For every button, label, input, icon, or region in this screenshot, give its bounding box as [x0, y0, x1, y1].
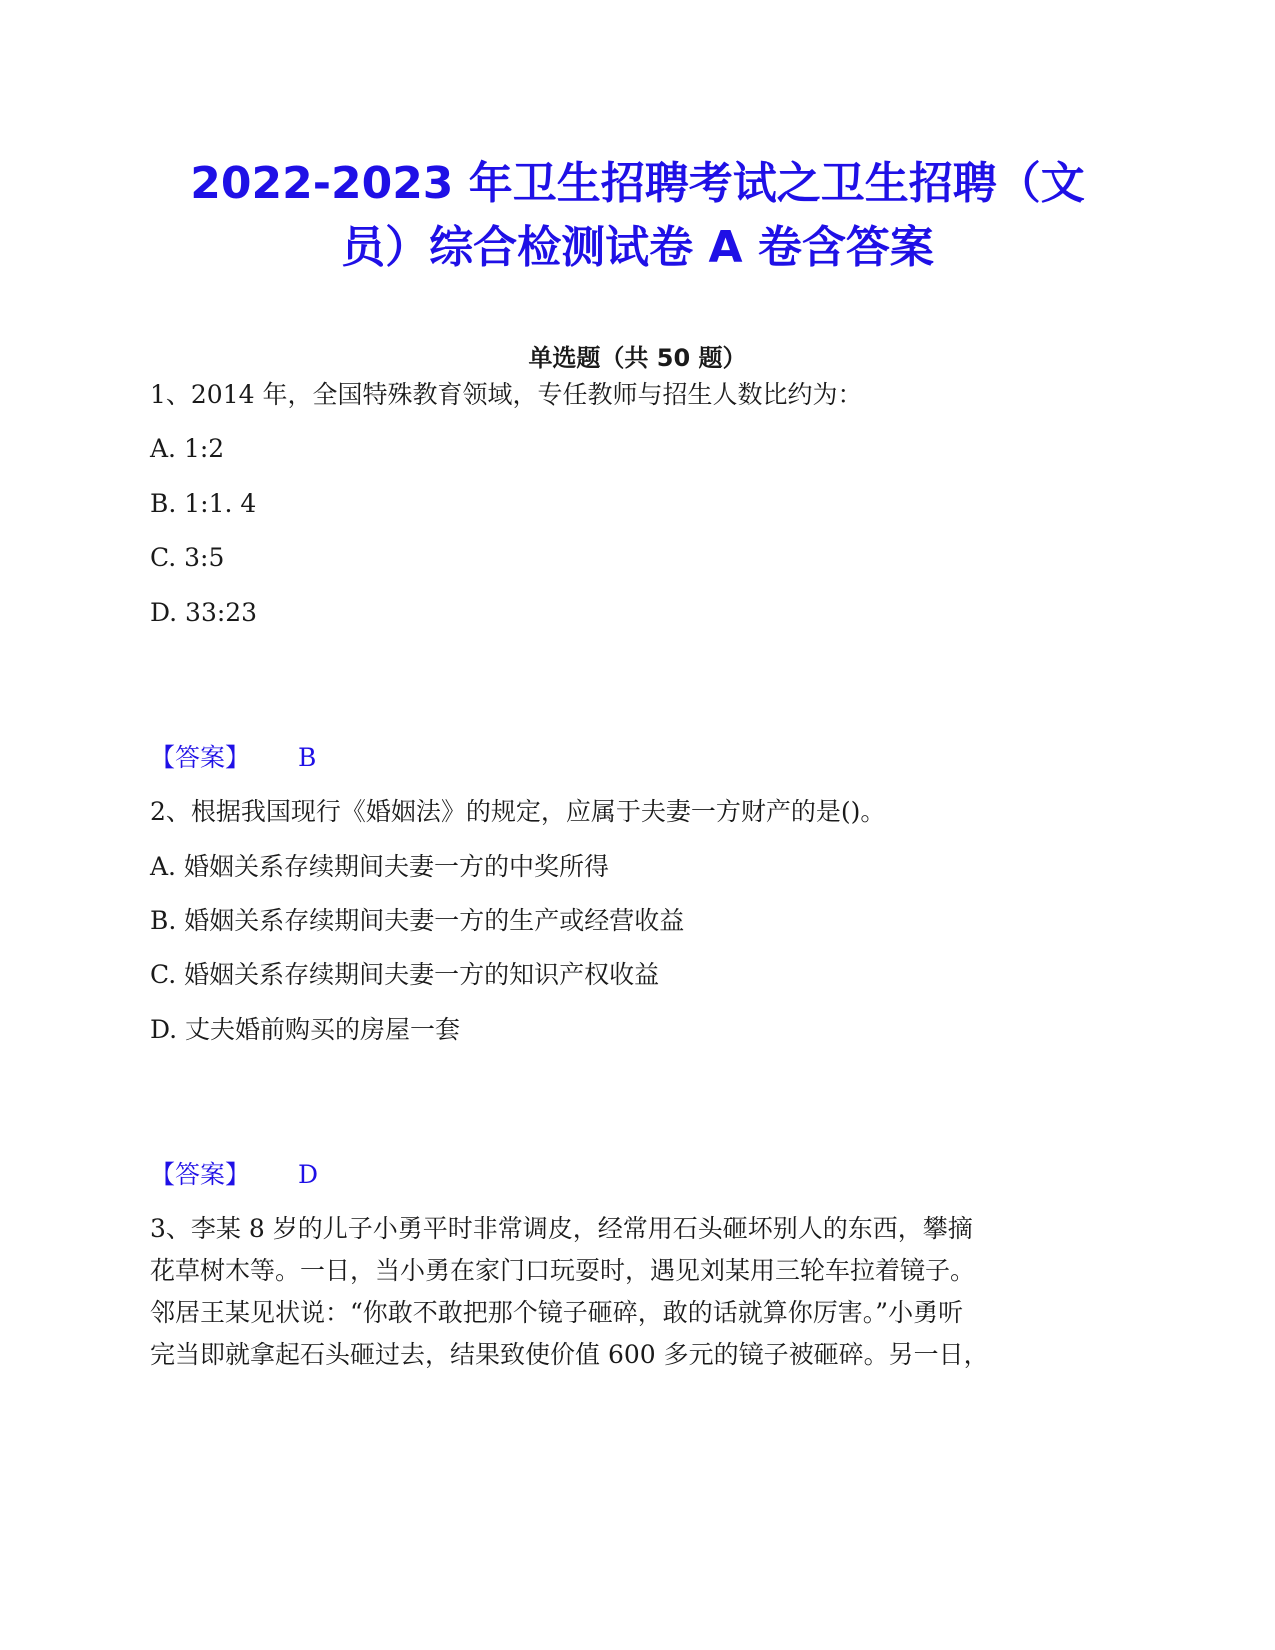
section-heading: 单选题（共 50 题）: [528, 344, 747, 372]
question-2-answer: [150, 1158, 318, 1192]
question-3-stem-line: 邻居王某见状说：“你敢不敢把那个镜子砸碎，敢的话就算你厉害。”小勇听: [150, 1298, 964, 1327]
question-2-option-a: A. 婚姻关系存续期间夫妻一方的中奖所得: [150, 852, 609, 881]
question-1-option-c: C. 3:5: [150, 543, 225, 572]
question-3-stem-line: 3、李某 8 岁的儿子小勇平时非常调皮，经常用石头砸坏别人的东西，攀摘: [150, 1214, 973, 1243]
question-2-option-b: B. 婚姻关系存续期间夫妻一方的生产或经营收益: [150, 906, 685, 935]
question-1-option-d: D. 33:23: [150, 598, 258, 627]
document-title-line-1: 2022-2023 年卫生招聘考试之卫生招聘（文: [190, 158, 1085, 209]
answer-value: D: [298, 1160, 319, 1189]
answer-label: 【答案】: [150, 743, 251, 772]
question-1-option-b: B. 1:1. 4: [150, 489, 257, 518]
answer-value: B: [298, 743, 317, 772]
question-3-stem: [150, 1208, 1110, 1376]
question-1-stem: 1、2014 年，全国特殊教育领域，专任教师与招生人数比约为：: [150, 380, 863, 409]
question-2-stem: 2、根据我国现行《婚姻法》的规定，应属于夫妻一方财产的是()。: [150, 797, 886, 826]
question-2-option-d: D. 丈夫婚前购买的房屋一套: [150, 1015, 461, 1044]
question-3-stem-line: 花草树木等。一日，当小勇在家门口玩耍时，遇见刘某用三轮车拉着镜子。: [150, 1256, 976, 1285]
document-title-line-2: 员）综合检测试卷 A 卷含答案: [341, 222, 934, 273]
question-1-option-a: A. 1:2: [150, 434, 225, 463]
question-1-answer: [150, 741, 316, 775]
question-2-option-c: C. 婚姻关系存续期间夫妻一方的知识产权收益: [150, 960, 660, 989]
answer-label: 【答案】: [150, 1160, 251, 1189]
question-3-stem-line: 完当即就拿起石头砸过去，结果致使价值 600 多元的镜子被砸碎。另一日，: [150, 1340, 989, 1369]
